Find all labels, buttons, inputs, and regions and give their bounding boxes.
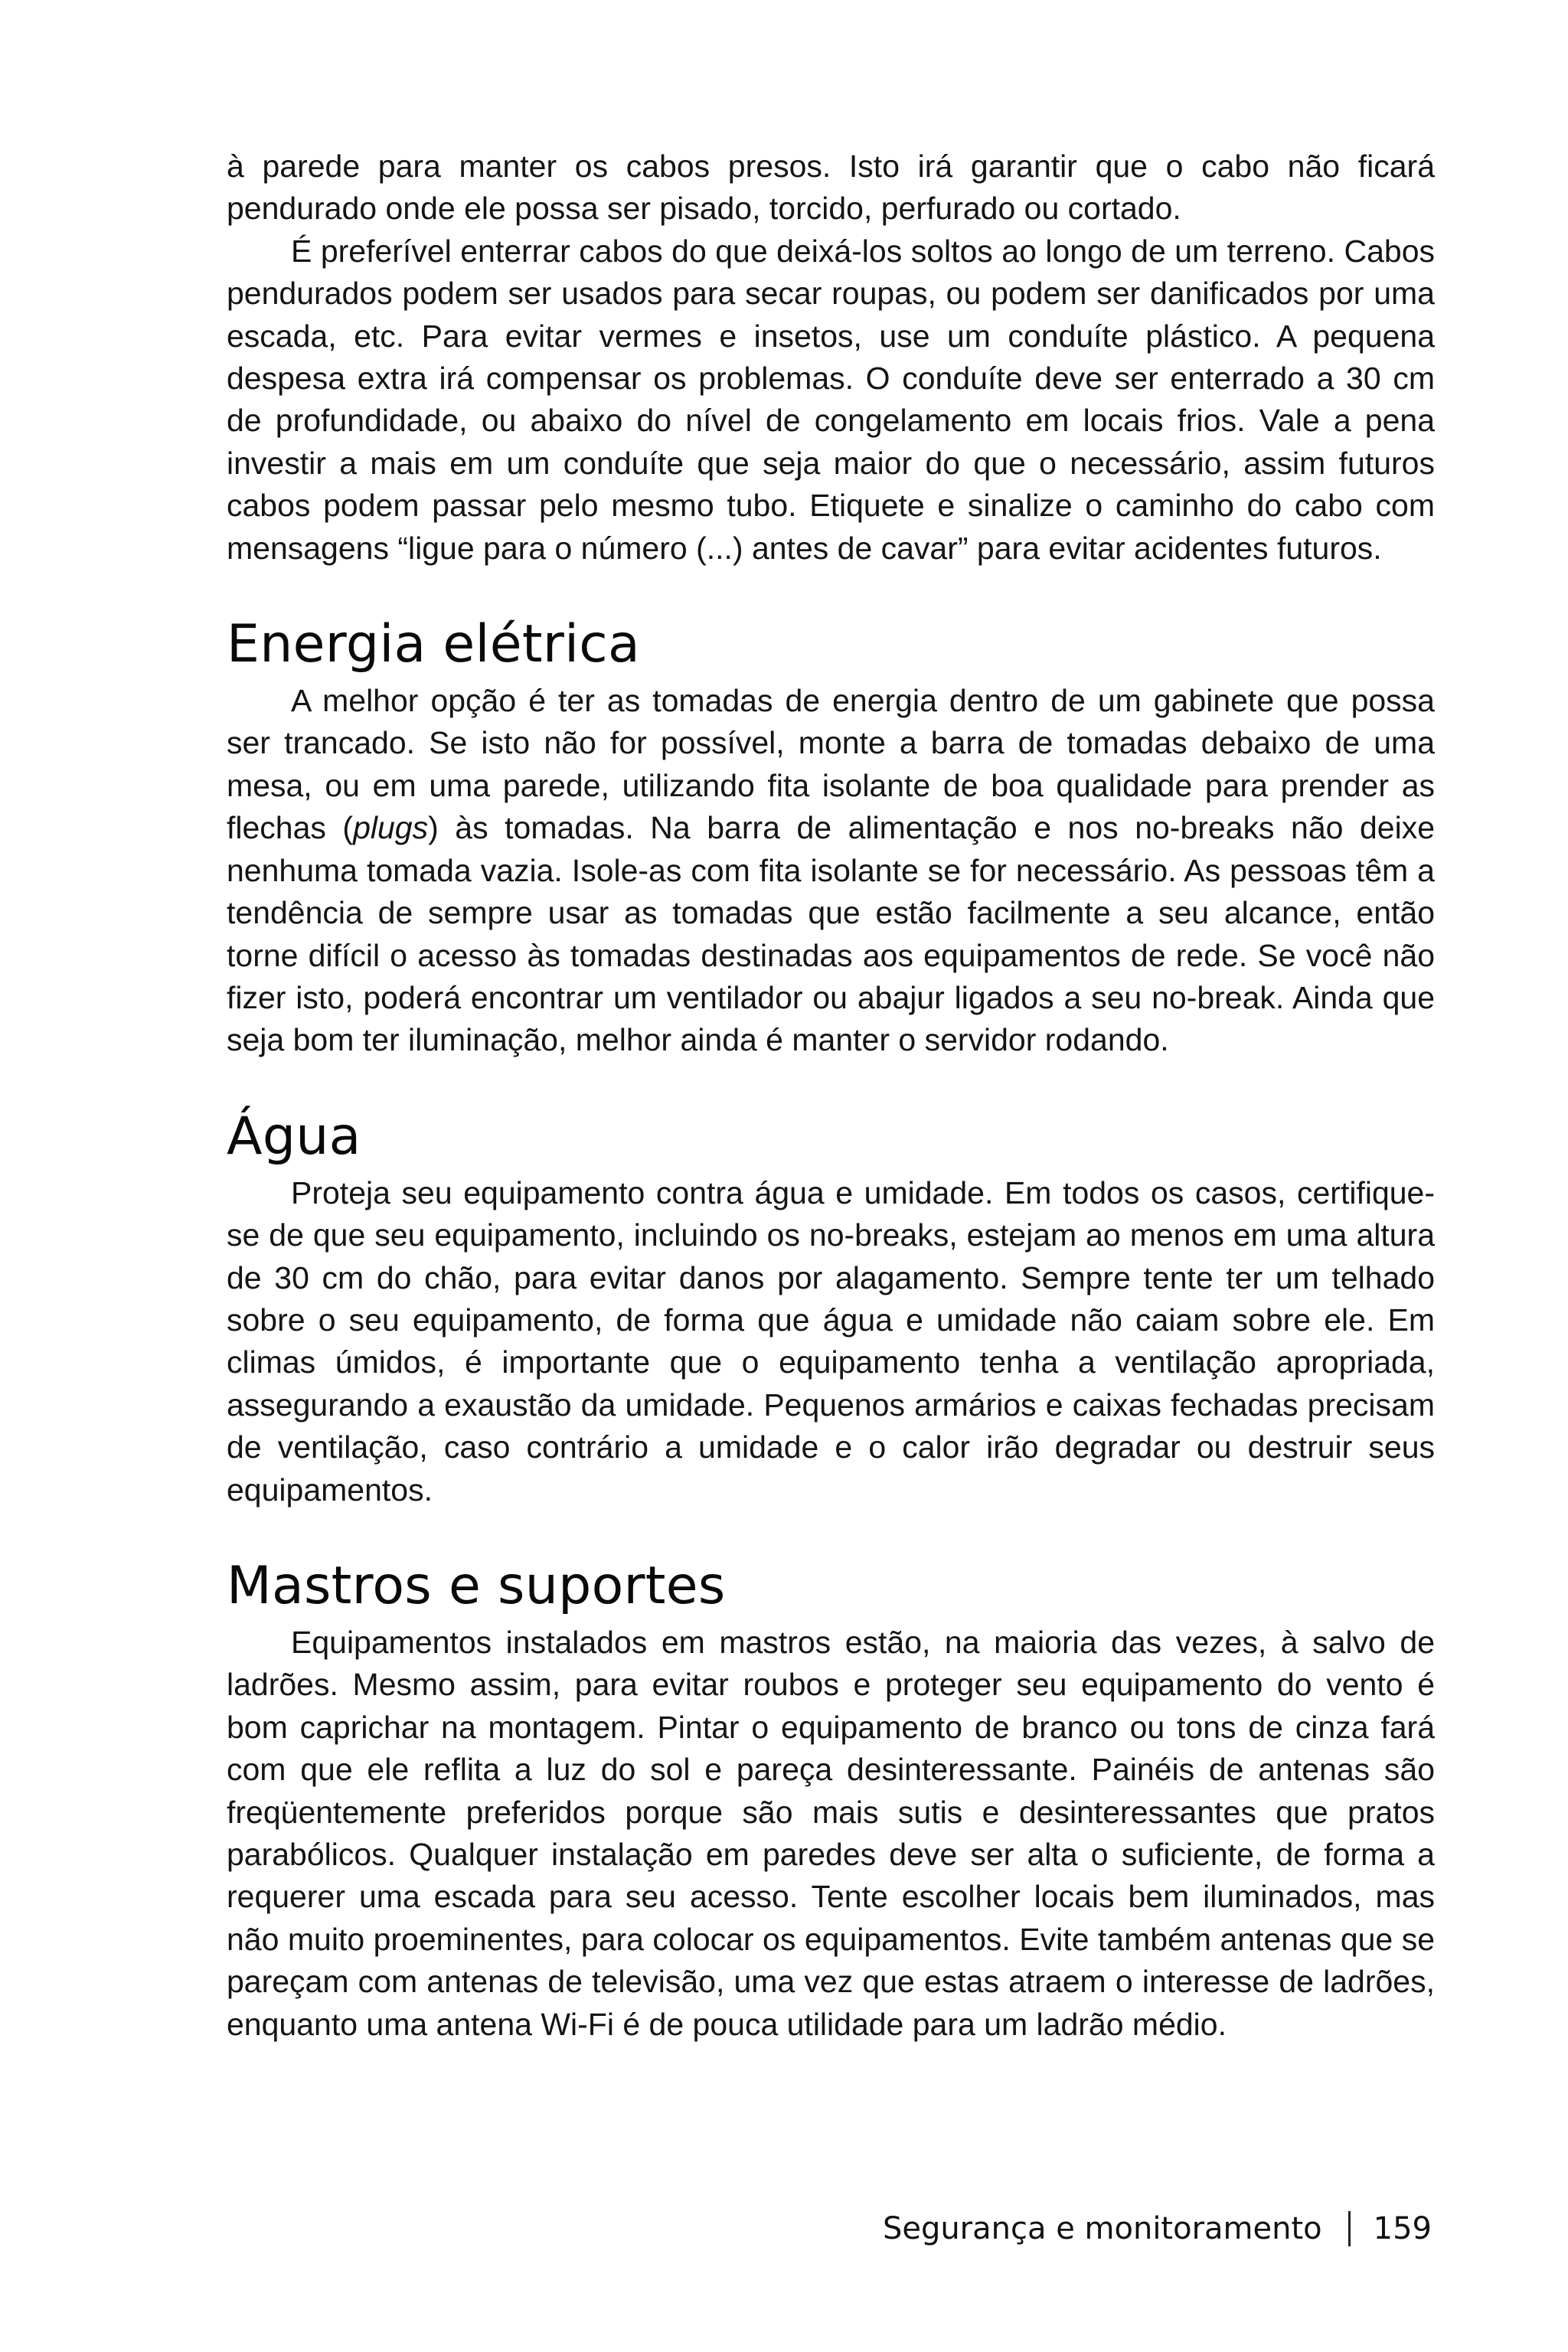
section-energia-eletrica xyxy=(227,616,1435,1062)
section-mastros-e-suportes xyxy=(227,1557,1435,2046)
page-footer xyxy=(883,2211,1432,2246)
page-number: 159 xyxy=(1373,2211,1432,2246)
footer-divider xyxy=(1348,2211,1351,2246)
text-column xyxy=(227,145,1435,2046)
italic-term: plugs xyxy=(353,810,429,846)
paragraph-text: ) às tomadas. Na barra de alimentação e nos no-breaks não deixe nenhuma tomada vazia. Isole-as com fita isolante se for necessário. As pessoas têm a tendência de sempre usar as tomadas que estão facilmente a seu alcance, então torne difícil o acesso às tomadas destinadas aos equipamentos de rede. Se você não fizer isto, poderá encontrar um ventilador ou abajur ligados a seu no-break. Ainda que seja bom ter iluminação, melhor ainda é manter o servidor rodando. xyxy=(227,810,1435,1058)
paragraph-text: A melhor opção é ter as tomadas de energia dentro de um gabinete que possa ser trancado. Se isto não for possível, monte a barra de tomadas debaixo de uma mesa, ou em uma parede, utilizando fita isolante de boa qualidade para prender as flechas ( xyxy=(227,683,1435,846)
section-agua xyxy=(227,1108,1435,1511)
footer-chapter-title: Segurança e monitoramento xyxy=(882,2211,1322,2246)
intro-paragraph-1: à parede para manter os cabos presos. Isto irá garantir que o cabo não ficará pendurado onde ele possa ser pisado, torcido, perfurado ou cortado. xyxy=(227,149,1435,227)
intro-paragraph-2: É preferível enterrar cabos do que deixá-los soltos ao longo de um terreno. Cabos pendurados podem ser usados para secar roupas, ou podem ser danificados por uma escada, etc. Para evitar vermes e insetos, use um conduíte plástico. A pequena despesa extra irá compensar os problemas. O conduíte deve ser enterrado a 30 cm de profundidade, ou abaixo do nível de congelamento em locais frios. Vale a pena investir a mais em um conduíte que seja maior do que o necessário, assim futuros cabos podem passar pelo mesmo tubo. Etiquete e sinalize o caminho do cabo com mensagens “ligue para o número (...) antes de cavar” para evitar acidentes futuros. xyxy=(227,233,1435,566)
section-paragraph xyxy=(227,680,1435,1062)
section-heading: Água xyxy=(227,1106,361,1167)
section-heading: Energia elétrica xyxy=(227,614,640,675)
section-heading: Mastros e suportes xyxy=(227,1555,726,1616)
section-paragraph: Proteja seu equipamento contra água e umidade. Em todos os casos, certifique-se de que seu equipamento, incluindo os no-breaks, estejam ao menos em uma altura de 30 cm do chão, para evitar danos por alagamento. Sempre tente ter um telhado sobre o seu equipamento, de forma que água e umidade não caiam sobre ele. Em climas úmidos, é importante que o equipamento tenha a ventilação apropriada, assegurando a exaustão da umidade. Pequenos armários e caixas fechadas precisam de ventilação, caso contrário a umidade e o calor irão degradar ou destruir seus equipamentos. xyxy=(227,1174,1435,1508)
section-paragraph: Equipamentos instalados em mastros estão, na maioria das vezes, à salvo de ladrões. Mesmo assim, para evitar roubos e proteger seu equipamento do vento é bom caprichar na montagem. Pintar o equipamento de branco ou tons de cinza fará com que ele reflita a luz do sol e pareça desinteressante. Painéis de antenas são freqüentemente preferidos porque são mais sutis e desinteressantes que pratos parabólicos. Qualquer instalação em paredes deve ser alta o suficiente, de forma a requerer uma escada para seu acesso. Tente escolher locais bem iluminados, mas não muito proeminentes, para colocar os equipamentos. Evite também antenas que se pareçam com antenas de televisão, uma vez que estas atraem o interesse de ladrões, enquanto uma antena Wi-Fi é de pouca utilidade para um ladrão médio. xyxy=(227,1624,1435,2042)
